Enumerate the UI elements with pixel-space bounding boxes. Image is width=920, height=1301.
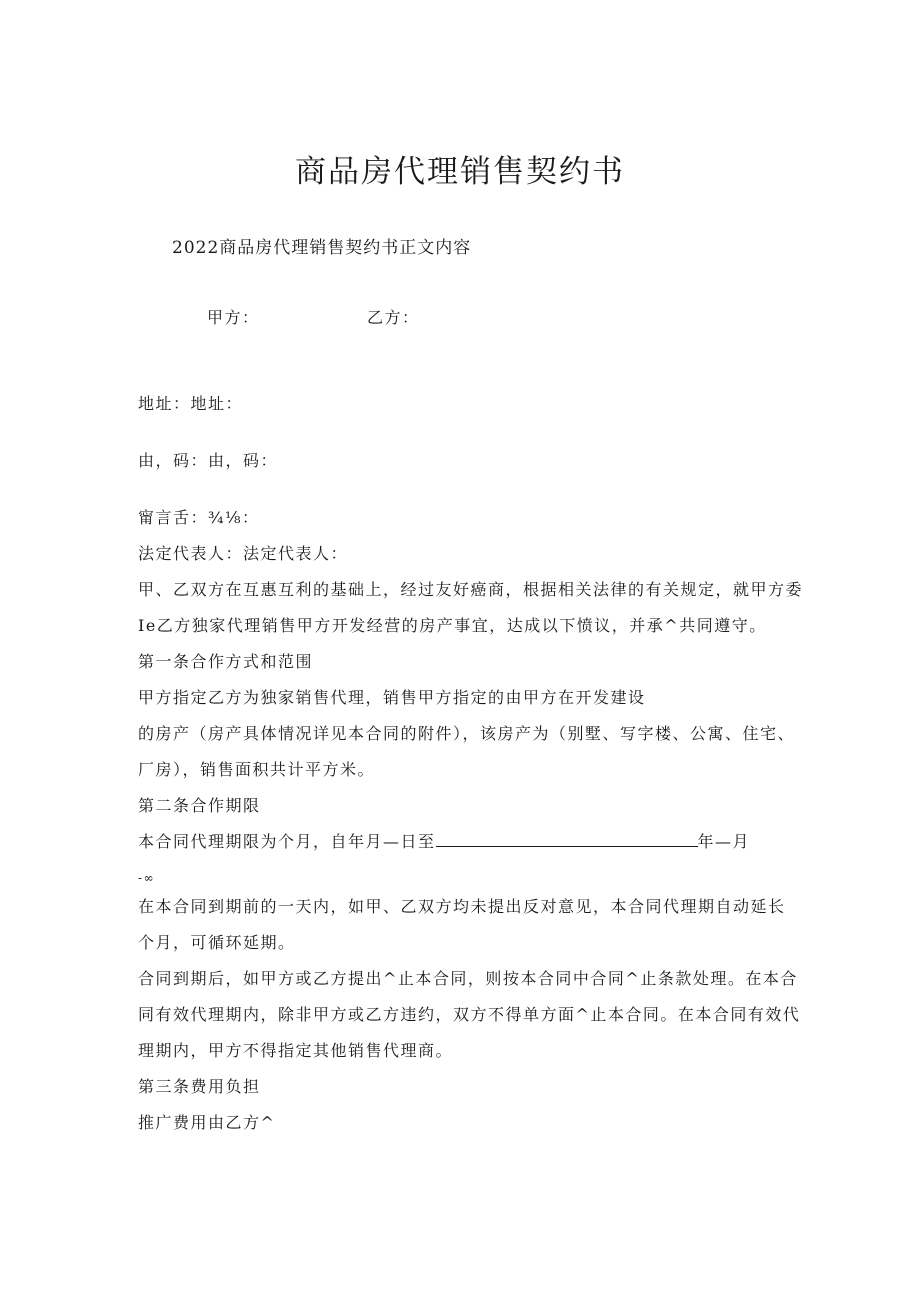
paragraph-line: 推广费用由乙方^ [138,1113,276,1132]
party-b-label: 乙方： [367,308,420,327]
paragraph-line: 甲、乙双方在互惠互利的基础上，经过友好癌商，根据相关法律的有关规定，就甲方委 [138,580,804,599]
party-a-label: 甲方： [207,308,260,327]
paragraph-line: 合同到期后，如甲方或乙方提出^止本合同，则按本合同中合同^止条款处理。在本合 [138,969,798,988]
fill-in-blank [436,832,698,847]
paragraph-line: 在本合同到期前的一天内，如甲、乙双方均未提出反对意见，本合同代理期自动延长 [138,897,786,916]
document-title: 商品房代理销售契约书 [295,154,625,190]
paragraph-line: 的房产（房产具体情况详见本合同的附件），该房产为（别墅、写字楼、公寓、住宅、 [138,724,796,743]
term-text-end: 年—月 [697,832,751,851]
article-2-heading: 第二条合作期限 [138,796,261,815]
paragraph-line: -∞ [138,871,156,885]
paragraph-line: 甲方指定乙方为独家销售代理，销售甲方指定的由甲方在开发建设 [138,688,646,707]
phone-line: 甯言舌：¾⅛： [138,508,260,527]
paragraph-line: 个月，可循环延期。 [138,933,296,952]
term-text-start: 本合同代理期限为个月，自年月—日至 [138,832,436,851]
article-3-heading: 第三条费用负担 [138,1077,261,1096]
article-1-heading: 第一条合作方式和范围 [138,652,314,671]
term-line [138,831,750,853]
legal-representative-line: 法定代表人：法定代表人： [138,544,349,563]
paragraph-line: 厂房），销售面积共计平方米。 [138,760,376,779]
document-subtitle: 2022商品房代理销售契约书正文内容 [172,238,472,258]
paragraph-line: 理期内，甲方不得指定其他销售代理商。 [138,1041,454,1060]
address-line: 地址：地址： [138,394,244,413]
postcode-line: 由，码：由，码： [138,451,279,470]
paragraph-line: Ie乙方独家代理销售甲方开发经营的房产事宜，达成以下愤议，并承^共同遵守。 [138,616,767,635]
paragraph-line: 同有效代理期内，除非甲方或乙方违约，双方不得单方面^止本合同。在本合同有效代 [138,1005,801,1024]
